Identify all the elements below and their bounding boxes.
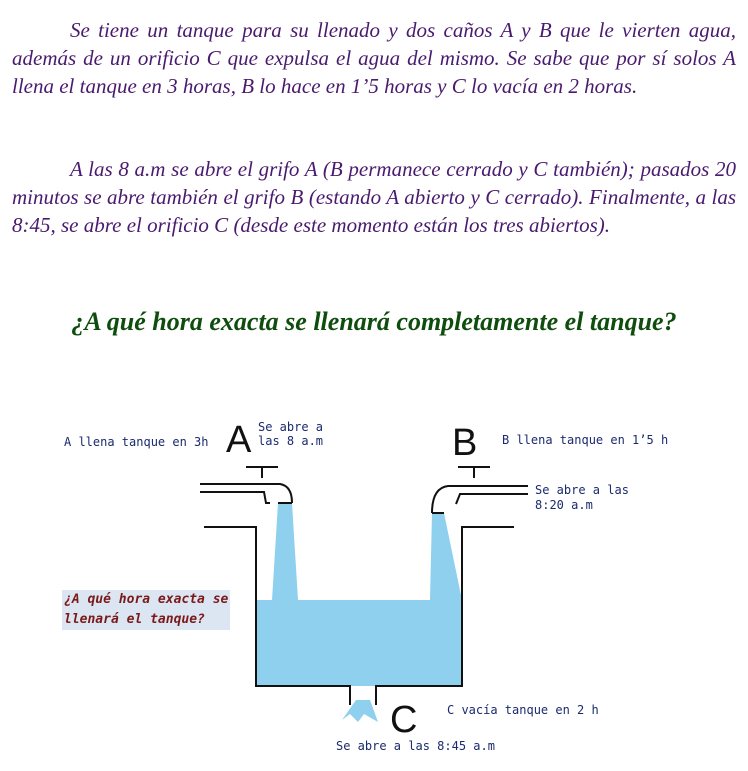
diagram-question-line-2: llenará el tanque? (64, 612, 205, 627)
label-a: A (226, 419, 252, 461)
main-question: ¿A qué hora exacta se llenará completamente el tanque? (71, 307, 677, 336)
c-opens-note: Se abre a las 8:45 a.m (336, 739, 495, 753)
a-opens-note-1: Se abre a (258, 420, 324, 434)
stream-b (430, 513, 462, 600)
drain-spray (342, 700, 378, 722)
problem-paragraph-1: Se tiene un tanque para su llenado y dos caños A y B que le vierten agua, además de un orificio C que expulsa el agua del mismo. Se sabe que por sí solos A llena el tanque en 3 horas, B lo hace en 1’5 horas y C lo vacía en 2 horas. (12, 18, 736, 98)
label-c: C (390, 699, 418, 741)
b-opens-note-1: Se abre a las (535, 483, 629, 497)
b-rate-note: B llena tanque en 1’5 h (502, 433, 669, 447)
faucet-a-icon (200, 467, 292, 503)
c-rate-note: C vacía tanque en 2 h (447, 703, 599, 717)
label-b: B (452, 422, 478, 464)
tank-diagram (0, 395, 748, 771)
a-rate-note: A llena tanque en 3h (64, 435, 209, 449)
diagram-question-label (62, 590, 230, 630)
b-opens-note-2: 8:20 a.m (535, 498, 593, 512)
tank-water (256, 600, 462, 686)
a-opens-note-2: las 8 a.m (258, 434, 324, 448)
diagram-question-line-1: ¿A qué hora exacta se (64, 592, 229, 607)
problem-paragraph-2: A las 8 a.m se abre el grifo A (B permanece cerrado y C también); pasados 20 minutos se abre también el grifo B (estando A abierto y C cerrado). Finalmente, a las 8:45, se abre el orificio C (desde este momento están los tres abiertos). (12, 157, 736, 237)
faucet-b-icon (432, 467, 528, 513)
stream-a (272, 503, 298, 600)
